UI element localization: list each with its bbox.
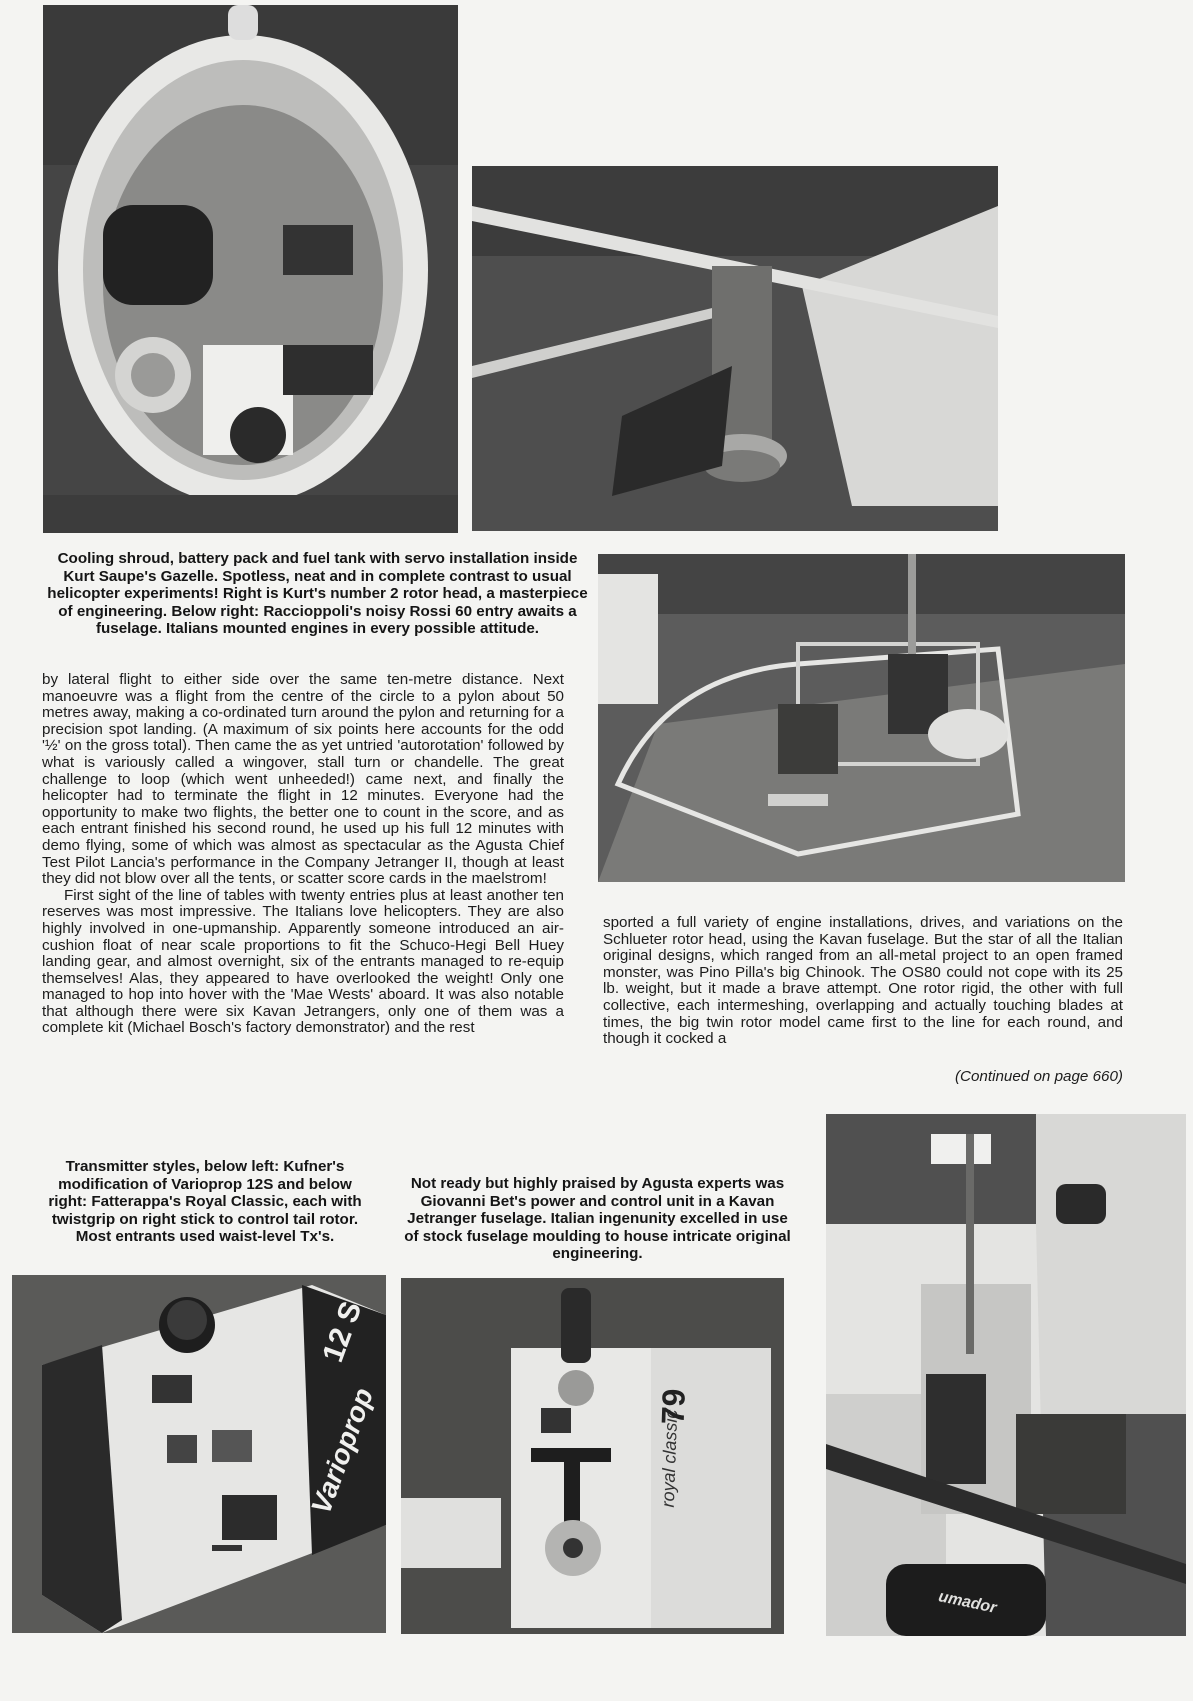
photo-royal-classic-transmitter <box>401 1278 784 1634</box>
photo-rotor-head <box>472 166 998 531</box>
caption-bet-power-unit: Not ready but highly praised by Agusta experts was Giovanni Bet's power and control unit in a Kavan Jetranger fuselage. Italian ingenunity excelled in use of stock fuselage moulding to house intricate original engineering. <box>404 1175 791 1263</box>
article-paragraph-2: First sight of the line of tables with twenty entries plus at least another ten reserves was most impressive. The Italians love helicopters. They are also highly involved in one-upmanship. Apparently someone introduced an air-cushion float of near scale proportions to fit the Schuco-Hegi Bell Huey landing gear, and almost overnight, six of the entrants managed to re-equip themselves! Alas, they appeared to have overlooked the weight! Only one managed to hop into hover with the 'Mae Wests' aboard. It was also notable that although there were six Kavan Jetrangers, only one of them was a complete kit (Michael Bosch's factory demonstrator) and the rest <box>42 886 564 1037</box>
continued-on-page: (Continued on page 660) <box>954 1068 1123 1085</box>
caption-transmitters: Transmitter styles, below left: Kufner's modification of Varioprop 12S and below right: Fatterappa's Royal Classic, each with twistgrip on right stick to control tail rotor. Most entrants used waist-level Tx's. <box>48 1158 362 1246</box>
article-left-column <box>42 672 564 1037</box>
article-right-column <box>603 915 1123 1048</box>
photo-gazelle-cabin <box>43 5 458 533</box>
article-paragraph-1: by lateral flight to either side over the same ten-metre distance. Next manoeuvre was a flight from the centre of the circle to a pylon about 50 metres away, making a co-ordinated turn around the pylon and returning for a precision spot landing. (A maximum of six points here accounts for the odd '½' on the gross total). Then came the as yet untried 'autorotation' followed by what is variously called a wingover, stall turn or chandelle. The great challenge to loop (which went unheeded!) came next, and finally the helicopter had to terminate the flight in 12 minutes. Everyone had the opportunity to make two flights, the better one to count in the score, and as each entrant finished his second round, he used up his full 12 minutes with demo flying, some of which was almost as spectacular as the Agusta Chief Test Pilot Lancia's performance in the Company Jetranger II, though at least they did not blow over all the tents, or scatter score cards in the maelstrom! <box>42 671 564 888</box>
royal-classic-number: 79 <box>654 1388 692 1425</box>
caption-gazelle: Cooling shroud, battery pack and fuel tank with servo installation inside Kurt Saupe's Gazelle. Spotless, neat and in complete contrast to usual helicopter experiments! Right is Kurt's number 2 rotor head, a masterpiece of engineering. Below right: Raccioppoli's noisy Rossi 60 entry awaits a fuselage. Italians mounted engines in every possible attitude. <box>47 550 588 638</box>
varioprop-brand-label: Varioprop <box>305 1383 380 1518</box>
photo-varioprop-transmitter <box>12 1275 386 1633</box>
umador-label: umador <box>936 1588 998 1617</box>
varioprop-model-label: 12 S <box>316 1297 369 1367</box>
article-paragraph-3: sported a full variety of engine installations, drives, and variations on the Schlueter rotor head, using the Kavan fuselage. But the star of all the Italian original designs, which ranged from an all-metal project to an open framed monster, was Pino Pilla's big Chinook. The OS80 could not cope with its 25 lb. weight, but it made a brave attempt. One rotor rigid, the other with full collective, each intermeshing, overlapping and actually touching blades at times, the big twin rotor model came first to the line for each round, and though it cocked a <box>603 914 1123 1048</box>
photo-rossi-60-frame <box>598 554 1125 882</box>
photo-bet-power-unit <box>826 1114 1186 1636</box>
royal-classic-label: royal classic <box>657 1409 682 1508</box>
